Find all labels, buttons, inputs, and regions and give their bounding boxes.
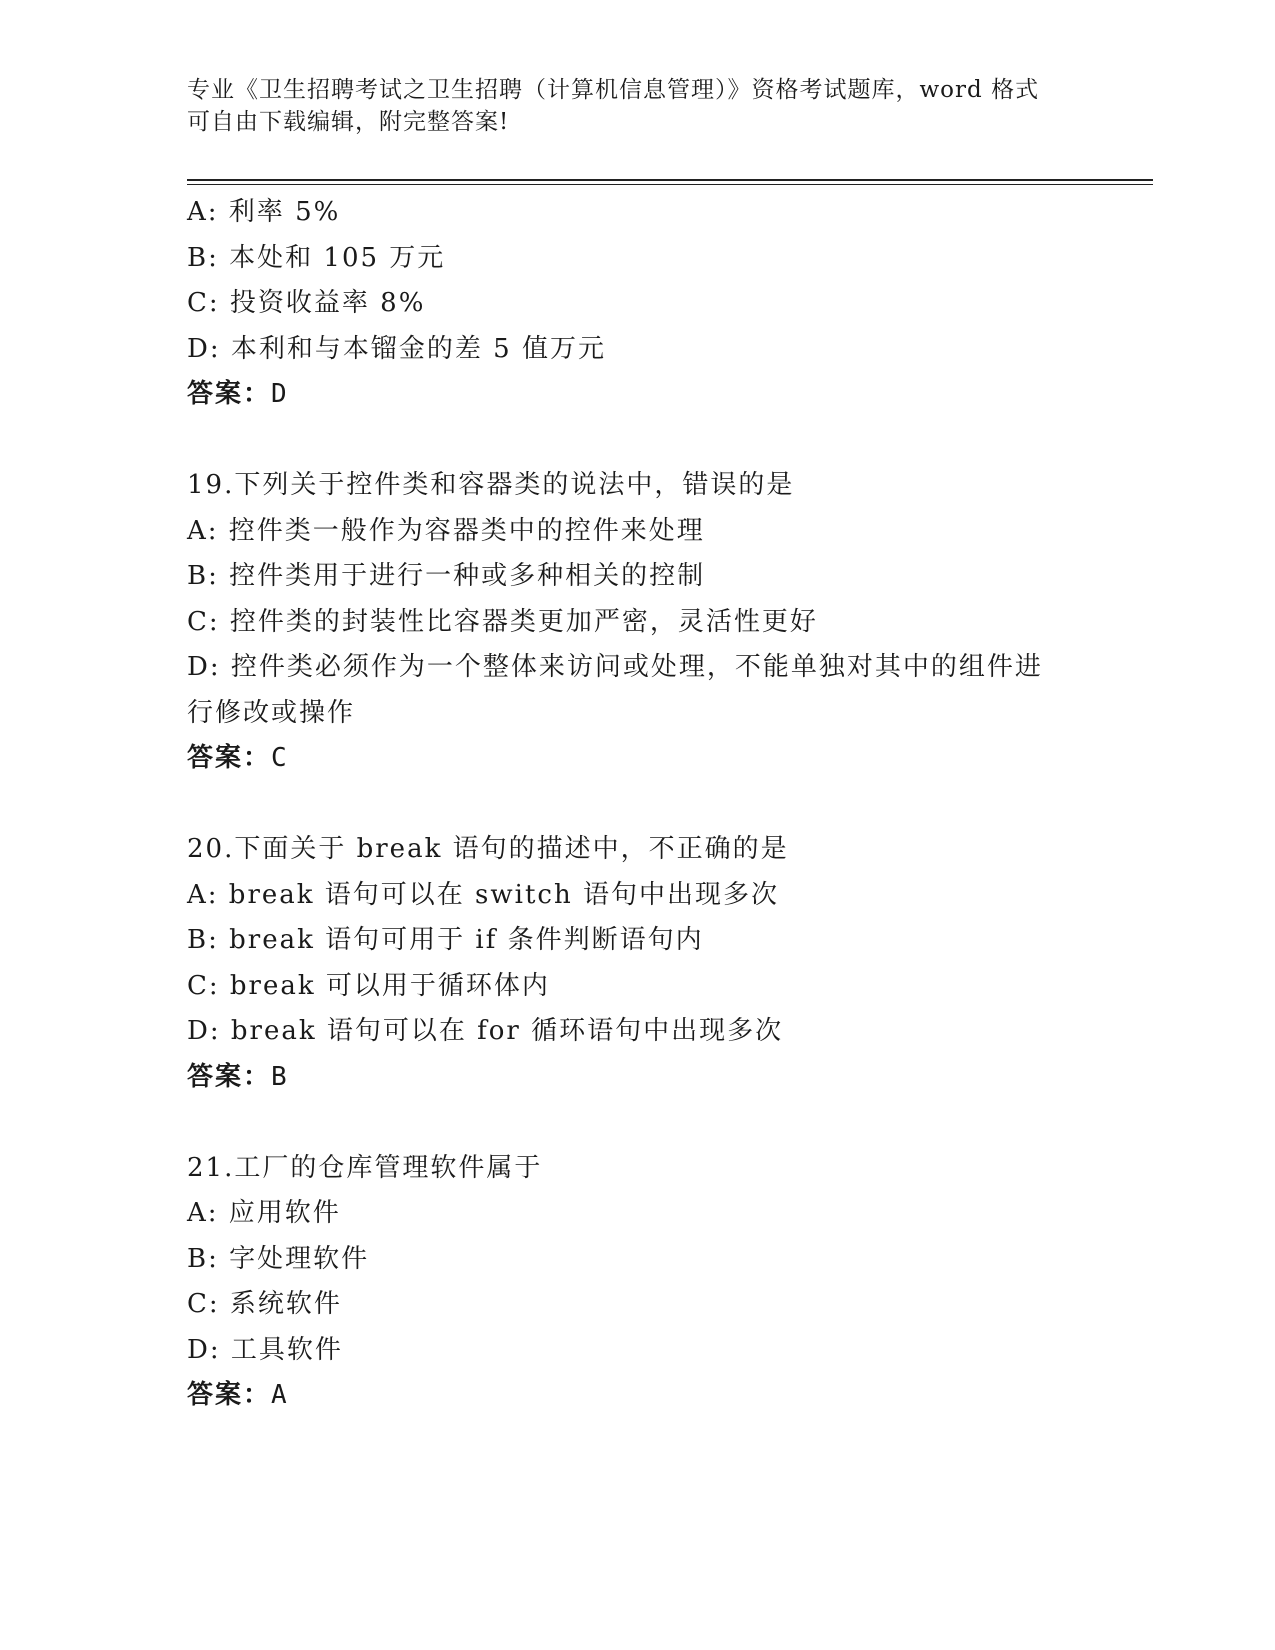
option-c: C: 控件类的封装性比容器类更加严密，灵活性更好 [187,606,818,637]
option-b: B: 字处理软件 [187,1243,370,1274]
answer-line [187,736,1087,782]
option-d: D: break 语句可以在 for 循环语句中出现多次 [187,1016,784,1046]
option-a: A: 控件类一般作为容器类中的控件来处理 [187,515,705,546]
option-d: D: 本利和与本镏金的差 5 值万元 [187,333,606,364]
answer-value: D [271,379,287,409]
option-a: A: 应用软件 [187,1198,341,1228]
question-text: 21.工厂的仓库管理软件属于 [187,1152,543,1183]
answer-line [187,1055,1087,1101]
question-18 [187,190,1087,418]
document-header [187,74,1067,138]
option-b: B: 本处和 105 万元 [187,242,446,273]
spacer [187,418,1087,464]
question-text: 20.下面关于 break 语句的描述中，不正确的是 [187,834,789,864]
answer-value: C [271,743,287,773]
option-b: B: 控件类用于进行一种或多种相关的控制 [187,561,706,591]
header-divider-thin [187,184,1153,185]
header-line-1: 专业《卫生招聘考试之卫生招聘（计算机信息管理）》资格考试题库，word 格式 [187,77,1040,103]
option-c: C: 系统软件 [187,1289,342,1319]
question-21 [187,1146,1087,1419]
spacer [187,782,1087,828]
answer-label: 答案： [187,1380,272,1410]
question-list [187,190,1087,1419]
answer-line [187,1373,1087,1419]
option-d: D: 控件类必须作为一个整体来访问或处理，不能单独对其中的组件进 [187,652,1043,682]
question-text: 19.下列关于控件类和容器类的说法中，错误的是 [187,470,795,500]
header-divider-thick [187,179,1153,181]
option-a: A: break 语句可以在 switch 语句中出现多次 [187,879,779,910]
question-20 [187,827,1087,1100]
option-d: D: 工具软件 [187,1334,343,1365]
option-d-continued: 行修改或操作 [187,697,356,728]
answer-line [187,372,1087,418]
answer-value: A [271,1380,287,1410]
answer-value: B [271,1061,287,1092]
answer-label: 答案： [187,379,272,409]
answer-label: 答案： [187,1061,272,1092]
option-c: C: break 可以用于循环体内 [187,970,550,1001]
spacer [187,1100,1087,1146]
answer-label: 答案： [187,743,272,773]
question-19 [187,463,1087,782]
option-c: C: 投资收益率 8% [187,288,426,318]
option-b: B: break 语句可用于 if 条件判断语句内 [187,925,704,955]
header-line-2: 可自由下载编辑，附完整答案! [187,109,510,135]
option-a: A: 利率 5% [187,197,341,227]
